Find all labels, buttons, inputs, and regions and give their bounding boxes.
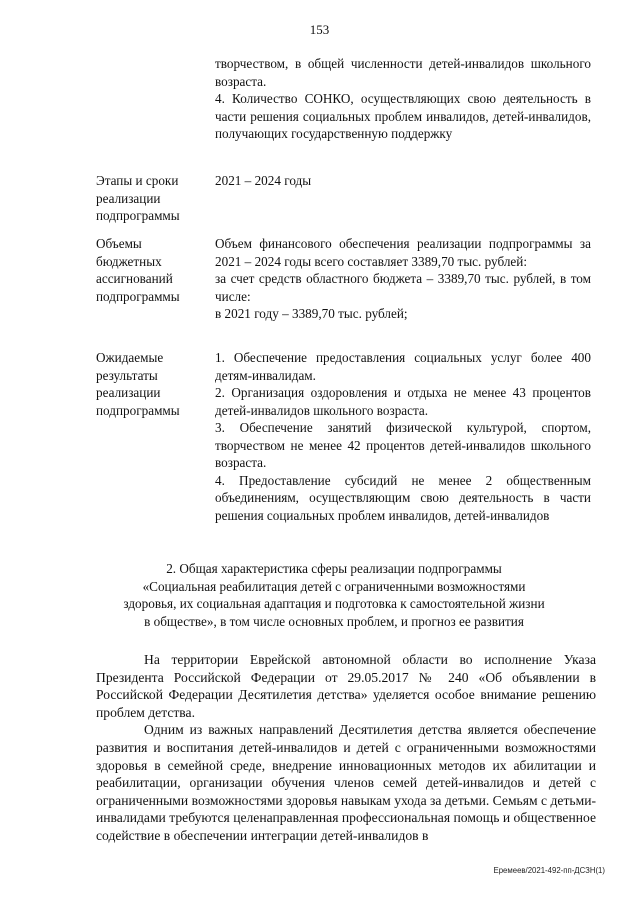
body-paragraph: На территории Еврейской автономной области во исполнение Указа Президента Российской Федерации от 29.05.2017 № 240 «Об объявлении в Российской Федерации Десятилетия детства» уделяется особое внимание решению проблем детства. (96, 652, 596, 720)
row-value (215, 349, 591, 524)
section-heading-line: здоровья, их социальная адаптация и подготовка к самостоятельной жизни (123, 596, 545, 611)
section-heading-line: в обществе», в том числе основных проблем, и прогноз ее развития (144, 613, 524, 629)
row-label: Ожидаемые результаты реализации подпрограммы (96, 350, 180, 418)
body-paragraph: Одним из важных направлений Десятилетия детства является обеспечение развития и воспитания детей-инвалидов и детей с ограниченными возможностями здоровья в семейной среде, внедрение инновационных методов их абилитации и реабилитации, организации обучения членов семей детей-инвалидов и детей с ограниченными возможностями здоровья навыкам ухода за детьми. Семьям с детьми-инвалидами требуются целенаправленная профессиональная помощь и общественное содействие в обеспечении интеграции детей-инвалидов в (96, 722, 596, 843)
section-heading-line: «Социальная реабилитация детей с ограниченными возможностями (142, 578, 526, 594)
row-paragraph: 1. Обеспечение предоставления социальных услуг более 400 детям-инвалидам. (215, 350, 591, 383)
section-heading-line: 2. Общая характеристика сферы реализации подпрограммы (166, 561, 502, 576)
row-paragraph: 2021 – 2024 годы (215, 173, 312, 188)
top-block-text (215, 55, 591, 143)
row-value (215, 235, 591, 323)
row-label: Этапы и сроки реализации подпрограммы (96, 173, 180, 223)
section-heading (84, 560, 584, 630)
row-paragraph: в 2021 году – 3389,70 тыс. рублей; (215, 306, 408, 321)
page-number: 153 (309, 22, 330, 37)
row-paragraph: за счет средств областного бюджета – 3389,70 тыс. рублей, в том числе: (215, 271, 591, 304)
footer-document-code: Еремеев/2021-492-пп-ДСЗН(1) (493, 866, 605, 875)
top-block-line: творчеством, в общей численности детей-инвалидов школьного возраста. (215, 56, 591, 89)
row-value (215, 172, 591, 190)
row-label: Объемы бюджетных ассигнований подпрограммы (96, 236, 180, 304)
row-paragraph: 4. Предоставление субсидий не менее 2 общественным объединениям, осуществляющим свою деятельность в части решения социальных проблем инвалидов, детей-инвалидов (215, 472, 591, 523)
row-paragraph: 3. Обеспечение занятий физической культурой, спортом, творчеством не менее 42 процентов детей-инвалидов школьного возраста. (215, 420, 591, 470)
top-block-line: 4. Количество СОНКО, осуществляющих свою деятельность в части решения социальных проблем инвалидов, детей-инвалидов, получающих государственную поддержку (215, 91, 591, 141)
body-text (96, 651, 596, 845)
row-paragraph: 2. Организация оздоровления и отдыха не менее 43 процентов детей-инвалидов школьного возраста. (215, 385, 591, 418)
row-paragraph: Объем финансового обеспечения реализации подпрограммы за 2021 – 2024 годы всего составляет 3389,70 тыс. рублей: (215, 236, 591, 269)
